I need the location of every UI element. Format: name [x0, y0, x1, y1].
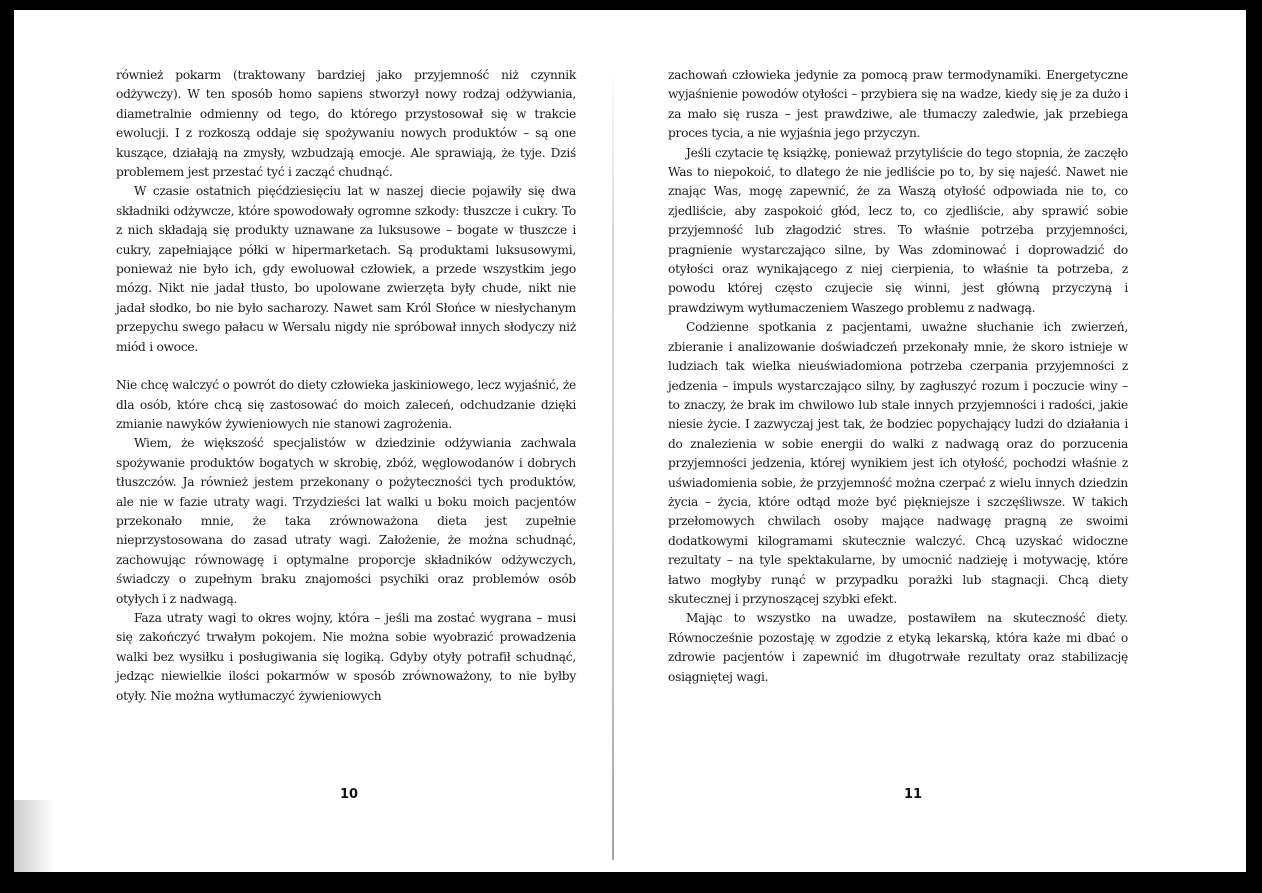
- left-page-text: [116, 66, 576, 706]
- paragraph: również pokarm (traktowany bardziej jako przyjemność niż czynnik odżywczy). W ten sposób homo sapiens stworzył nowy rodzaj odżywiania, diametralnie odmienny od tego, do którego przystosował się w trakcie ewolucji. I z rozkoszą oddaje się spożywaniu nowych produktów – są one kuszące, działają na zmysły, wzbudzają emocje. Ale sprawiają, że tyje. Dziś problemem jest przestać tyć i zacząć chudnąć.: [116, 68, 576, 180]
- paragraph: zachowań człowieka jedynie za pomocą praw termodynamiki. Energetyczne wyjaśnienie powodów otyłości – przybiera się na wadze, kiedy się je za dużo i za mało się rusza – jest prawdziwe, ale tłumaczy zaledwie, jak przebiega proces tycia, a nie wyjaśnia jego przyczyn.: [668, 68, 1128, 141]
- paragraph: W czasie ostatnich pięćdziesięciu lat w naszej diecie pojawiły się dwa składniki odżywcze, które spowodowały ogromne szkody: tłuszcze i cukry. To z nich składają się produkty uznawane za luksusowe – bogate w tłuszcze i cukry, zapełniające półki w hipermarketach. Są produktami luksusowymi, ponieważ nie było ich, gdy ewoluował człowiek, a przede wszystkim jego mózg. Nikt nie jadał tłusto, bo upolowane zwierzęta były chude, nikt nie jadał słodko, bo nie było sacharozy. Nawet sam Król Słońce w niesłychanym przepychu swego pałacu w Wersalu nigdy nie spróbował innych słodyczy niż miód i owoce.: [116, 184, 576, 354]
- book-gutter: [612, 70, 614, 860]
- right-page-text: [668, 66, 1128, 687]
- page-number-right: 11: [904, 787, 923, 802]
- paragraph: Mając to wszystko na uwadze, postawiłem na skuteczność diety. Równocześnie pozostaję w zgodzie z etyką lekarską, która każe mi dbać o zdrowie pacjentów i zapewnić im długotrwałe rezultaty oraz stabilizację osiągniętej wagi.: [668, 611, 1128, 684]
- paragraph: Wiem, że większość specjalistów w dziedzinie odżywiania zachwala spożywanie produktów bogatych w skrobię, zbóż, węglowodanów i dobrych tłuszczów. Ja również jestem przekonany o pożyteczności tych produktów, ale nie w fazie utraty wagi. Trzydzieści lat walki u boku moich pacjentów przekonało mnie, że taka zrównoważona dieta jest zupełnie nieprzystosowana do zasad utraty wagi. Założenie, że można schudnąć, zachowując równowagę i optymalne proporcje składników odżywczych, świadczy o zupełnym braku znajomości psychiki oraz problemów osób otyłych i z nadwagą.: [116, 436, 576, 606]
- page-number-left: 10: [340, 787, 359, 802]
- paragraph: Codzienne spotkania z pacjentami, uważne słuchanie ich zwierzeń, zbieranie i analizowanie doświadczeń przekonały mnie, że skoro istnieje w ludziach tak wielka nieuświadomiona potrzeba czerpania przyjemności z jedzenia – impuls wystarczająco silny, by zagłuszyć rozum i poczucie winy – to znaczy, że brak im chwilowo lub stale innych przyjemności i radości, jakie niesie życie. I zazwyczaj jest tak, że bodziec popychający ludzi do działania i do znalezienia w sobie energii do walki z nadwagą oraz do porzucenia przyjemności jedzenia, której wynikiem jest ich otyłość, pochodzi właśnie z uświadomienia sobie, że przyjemność można czerpać z wielu innych dziedzin życia – życia, które odtąd może być piękniejsze i szczęśliwsze. W takich przełomowych chwilach osoby mające nadwagę pragną ze swoimi dodatkowymi kilogramami skutecznie walczyć. Chcą uzyskać widoczne rezultaty – na tyle spektakularne, by umocnić nadzieję i motywację, które łatwo mogłyby runąć w przypadku porażki lub stagnacji. Chcą diety skutecznej i przynoszącej szybki efekt.: [668, 320, 1128, 606]
- paragraph: Jeśli czytacie tę książkę, ponieważ przytyliście do tego stopnia, że zaczęło Was to niepokoić, to dlatego że nie jedliście po to, by się najeść. Nawet nie znając Was, mogę zapewnić, że za Waszą otyłość odpowiada nie to, co zjedliście, aby zaspokoić głód, lecz to, co zjedliście, aby sprawić sobie przyjemność lub złagodzić stres. To właśnie potrzeba przyjemności, pragnienie wystarczająco silne, by Was zdominować i doprowadzić do otyłości oraz wynikającego z niej cierpienia, to właśnie ta potrzeba, z powodu której często czujecie się winni, jest główną przyczyną i prawdziwym wytłumaczeniem Waszego problemu z nadwagą.: [668, 145, 1128, 315]
- paragraph: Faza utraty wagi to okres wojny, która – jeśli ma zostać wygrana – musi się zakończyć trwałym pokojem. Nie można sobie wyobrazić prowadzenia walki bez wysiłku i posługiwania się logiką. Gdyby otyły potrafił schudnąć, jedząc niewielkie ilości pokarmów w sposób zrównoważony, to nie byłby otyły. Nie można wytłumaczyć żywieniowych: [116, 610, 576, 703]
- page-shadow: [14, 800, 54, 872]
- paragraph: Nie chcę walczyć o powrót do diety człowieka jaskiniowego, lecz wyjaśnić, że dla osób, które chcą się zastosować do moich zaleceń, odchudzanie dzięki zmianie nawyków żywieniowych nie stanowi zagrożenia.: [116, 378, 576, 431]
